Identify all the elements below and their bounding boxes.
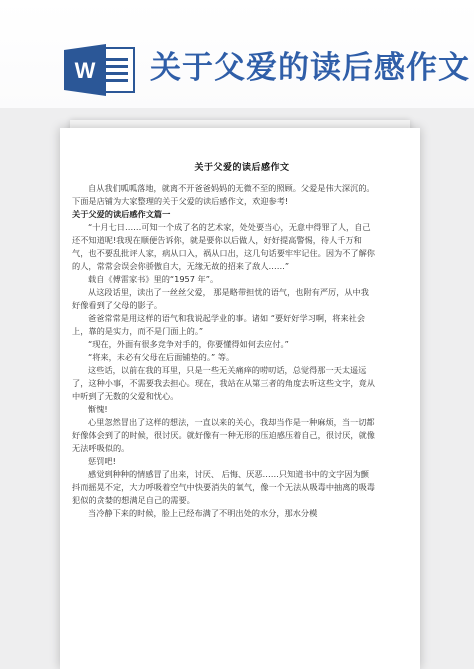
paragraph: “将来，未必有父母在后面铺垫的。” 等。 [88,352,235,362]
paragraph: 自从我们呱呱落地，就离不开爸爸妈妈的无微不至的照顾。父爱是伟大深沉的。下面是店铺为大家整理的关于父爱的读后感作文，欢迎参考! [72,183,375,206]
paragraph: 载自《傅雷家书》里的“1957 年”。 [88,274,219,284]
banner [0,0,474,108]
paragraph: 这些话，以前在我的耳里，只是一些无关痛痒的唠叨话，总觉得那一天太遥远了，这种小事，不需要我去担心。现在，我站在从第三者的角度去听这些文字，竟从中听到了无数的父爱和忧心。 [72,365,375,401]
paragraph: 爸爸常常是用这样的语气和我说起学业的事。诸如 “要好好学习啊，将来社会上，靠的是实力，而不是门面上的。” [72,313,366,336]
paragraph: 当冷静下来的时候，脸上已经布满了不明出处的水分，那水分模 [88,508,318,518]
paragraph: 心里忽然冒出了这样的想法，一直以来的关心，我却当作是一种麻烦，当一切都好像体会到了的时候，很讨厌。就好像有一种无形的压迫感压着自己，很讨厌，就像无法呼吸似的。 [72,417,375,453]
word-document-icon [64,44,138,96]
document-title: 关于父爱的读后感作文 [194,163,290,173]
paragraph: 感觉到种种的情感冒了出来，讨厌、 后悔、厌恶……只知道书中的文字因为颤抖而摇晃不定，大力呼吸着空气中快要消失的氧气，像一个无法从吸毒中抽离的吸毒犯似的贪婪的想满足自己的需要。 [72,469,375,505]
banner-title: 关于父爱的读后感作文 [150,50,470,86]
paragraph: 惩罚吧! [88,456,116,466]
paragraph: “现在，外面有很多竞争对手的，你要懂得如何去应付。” [88,339,289,349]
paragraph: 从这段话里，读出了一丝丝父爱， 那是略带担忧的语气，也附有严厉，从中我好像看到了父母的影子。 [72,287,369,310]
document-body [72,160,376,520]
paragraph: “十月七日……可知一个成了名的艺术家，处处要当心，无意中得罪了人，自己还不知道呢!我现在顺便告诉你，就是要你以后做人，好好提高警惕，待人千万和气，也不要乱批评人家，病从口入，祸从口出，这几句话要牢牢记住。因为不了解你的人，常常会误会你骄傲自大，无缘无故的招来了敌人……” [72,222,375,271]
svg-text:W: W [74,58,96,83]
paragraph-list [72,182,376,520]
paragraph: 惭愧! [88,404,108,414]
section-heading: 关于父爱的读后感作文篇一 [72,209,171,219]
